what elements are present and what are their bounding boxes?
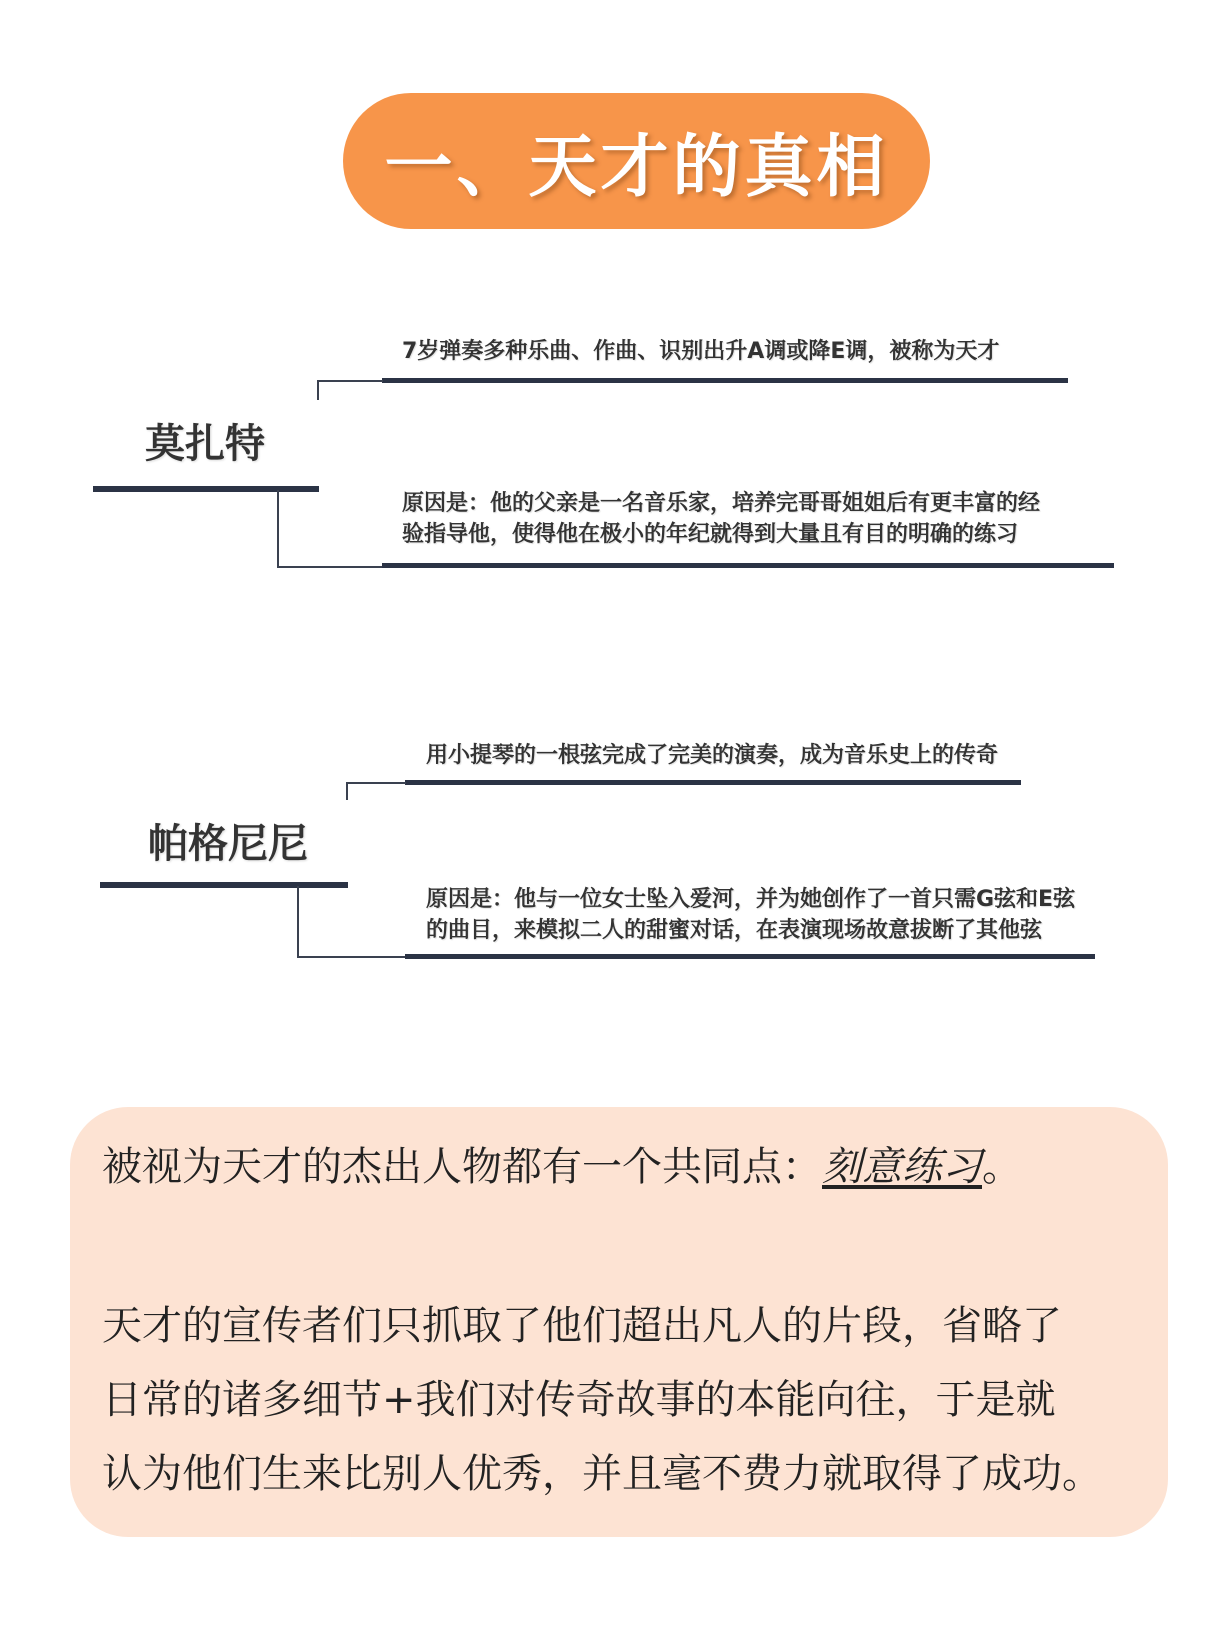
paganini-bottom-branch-text bbox=[426, 884, 1075, 946]
mozart-bottom-branch-line2: 验指导他，使得他在极小的年纪就得到大量且有目的明确的练习 bbox=[402, 522, 1019, 547]
mozart-bottom-connector bbox=[277, 490, 279, 568]
paganini-top-branch-line bbox=[405, 780, 1021, 785]
summary-paragraph bbox=[102, 1289, 1152, 1511]
summary-paragraph-line2: 日常的诸多细节+我们对传奇故事的本能向往，于是就 bbox=[102, 1377, 1056, 1423]
paganini-bottom-connector-h bbox=[297, 956, 407, 958]
mozart-bottom-branch-text bbox=[402, 488, 1040, 550]
mozart-top-connector-tick bbox=[317, 380, 319, 400]
summary-headline-suffix: 。 bbox=[982, 1144, 1022, 1190]
mozart-top-branch-text: 7岁弹奏多种乐曲、作曲、识别出升A调或降E调，被称为天才 bbox=[402, 339, 1000, 364]
summary-paragraph-line1: 天才的宣传者们只抓取了他们超出凡人的片段，省略了 bbox=[102, 1303, 1062, 1349]
page-title: 一、天才的真相 bbox=[384, 127, 889, 207]
paganini-top-connector-tick bbox=[346, 782, 348, 800]
paganini-bottom-connector bbox=[297, 886, 299, 958]
summary-box bbox=[70, 1107, 1168, 1537]
mozart-name: 莫扎特 bbox=[145, 421, 265, 467]
mozart-top-branch-line bbox=[382, 378, 1068, 383]
paganini-top-connector bbox=[346, 782, 406, 784]
mozart-bottom-branch-line bbox=[382, 563, 1114, 568]
summary-emphasis: 刻意练习 bbox=[822, 1144, 982, 1190]
paganini-name: 帕格尼尼 bbox=[148, 821, 308, 867]
mozart-top-connector bbox=[317, 380, 383, 382]
paganini-bottom-branch-line2: 的曲目，来模拟二人的甜蜜对话，在表演现场故意拔断了其他弦 bbox=[426, 918, 1043, 943]
title-banner bbox=[343, 93, 930, 229]
summary-headline bbox=[102, 1139, 1022, 1195]
mozart-bottom-branch-line1: 原因是：他的父亲是一名音乐家，培养完哥哥姐姐后有更丰富的经 bbox=[402, 491, 1041, 516]
mozart-bottom-connector-h bbox=[277, 566, 383, 568]
paganini-name-underline bbox=[100, 882, 348, 888]
mozart-name-underline bbox=[93, 486, 319, 492]
summary-headline-prefix: 被视为天才的杰出人物都有一个共同点： bbox=[102, 1144, 822, 1190]
paganini-bottom-branch-line bbox=[405, 954, 1095, 959]
paganini-bottom-branch-line1: 原因是：他与一位女士坠入爱河，并为她创作了一首只需G弦和E弦 bbox=[426, 887, 1076, 912]
summary-paragraph-line3: 认为他们生来比别人优秀，并且毫不费力就取得了成功。 bbox=[102, 1451, 1102, 1497]
paganini-top-branch-text: 用小提琴的一根弦完成了完美的演奏，成为音乐史上的传奇 bbox=[426, 743, 999, 768]
